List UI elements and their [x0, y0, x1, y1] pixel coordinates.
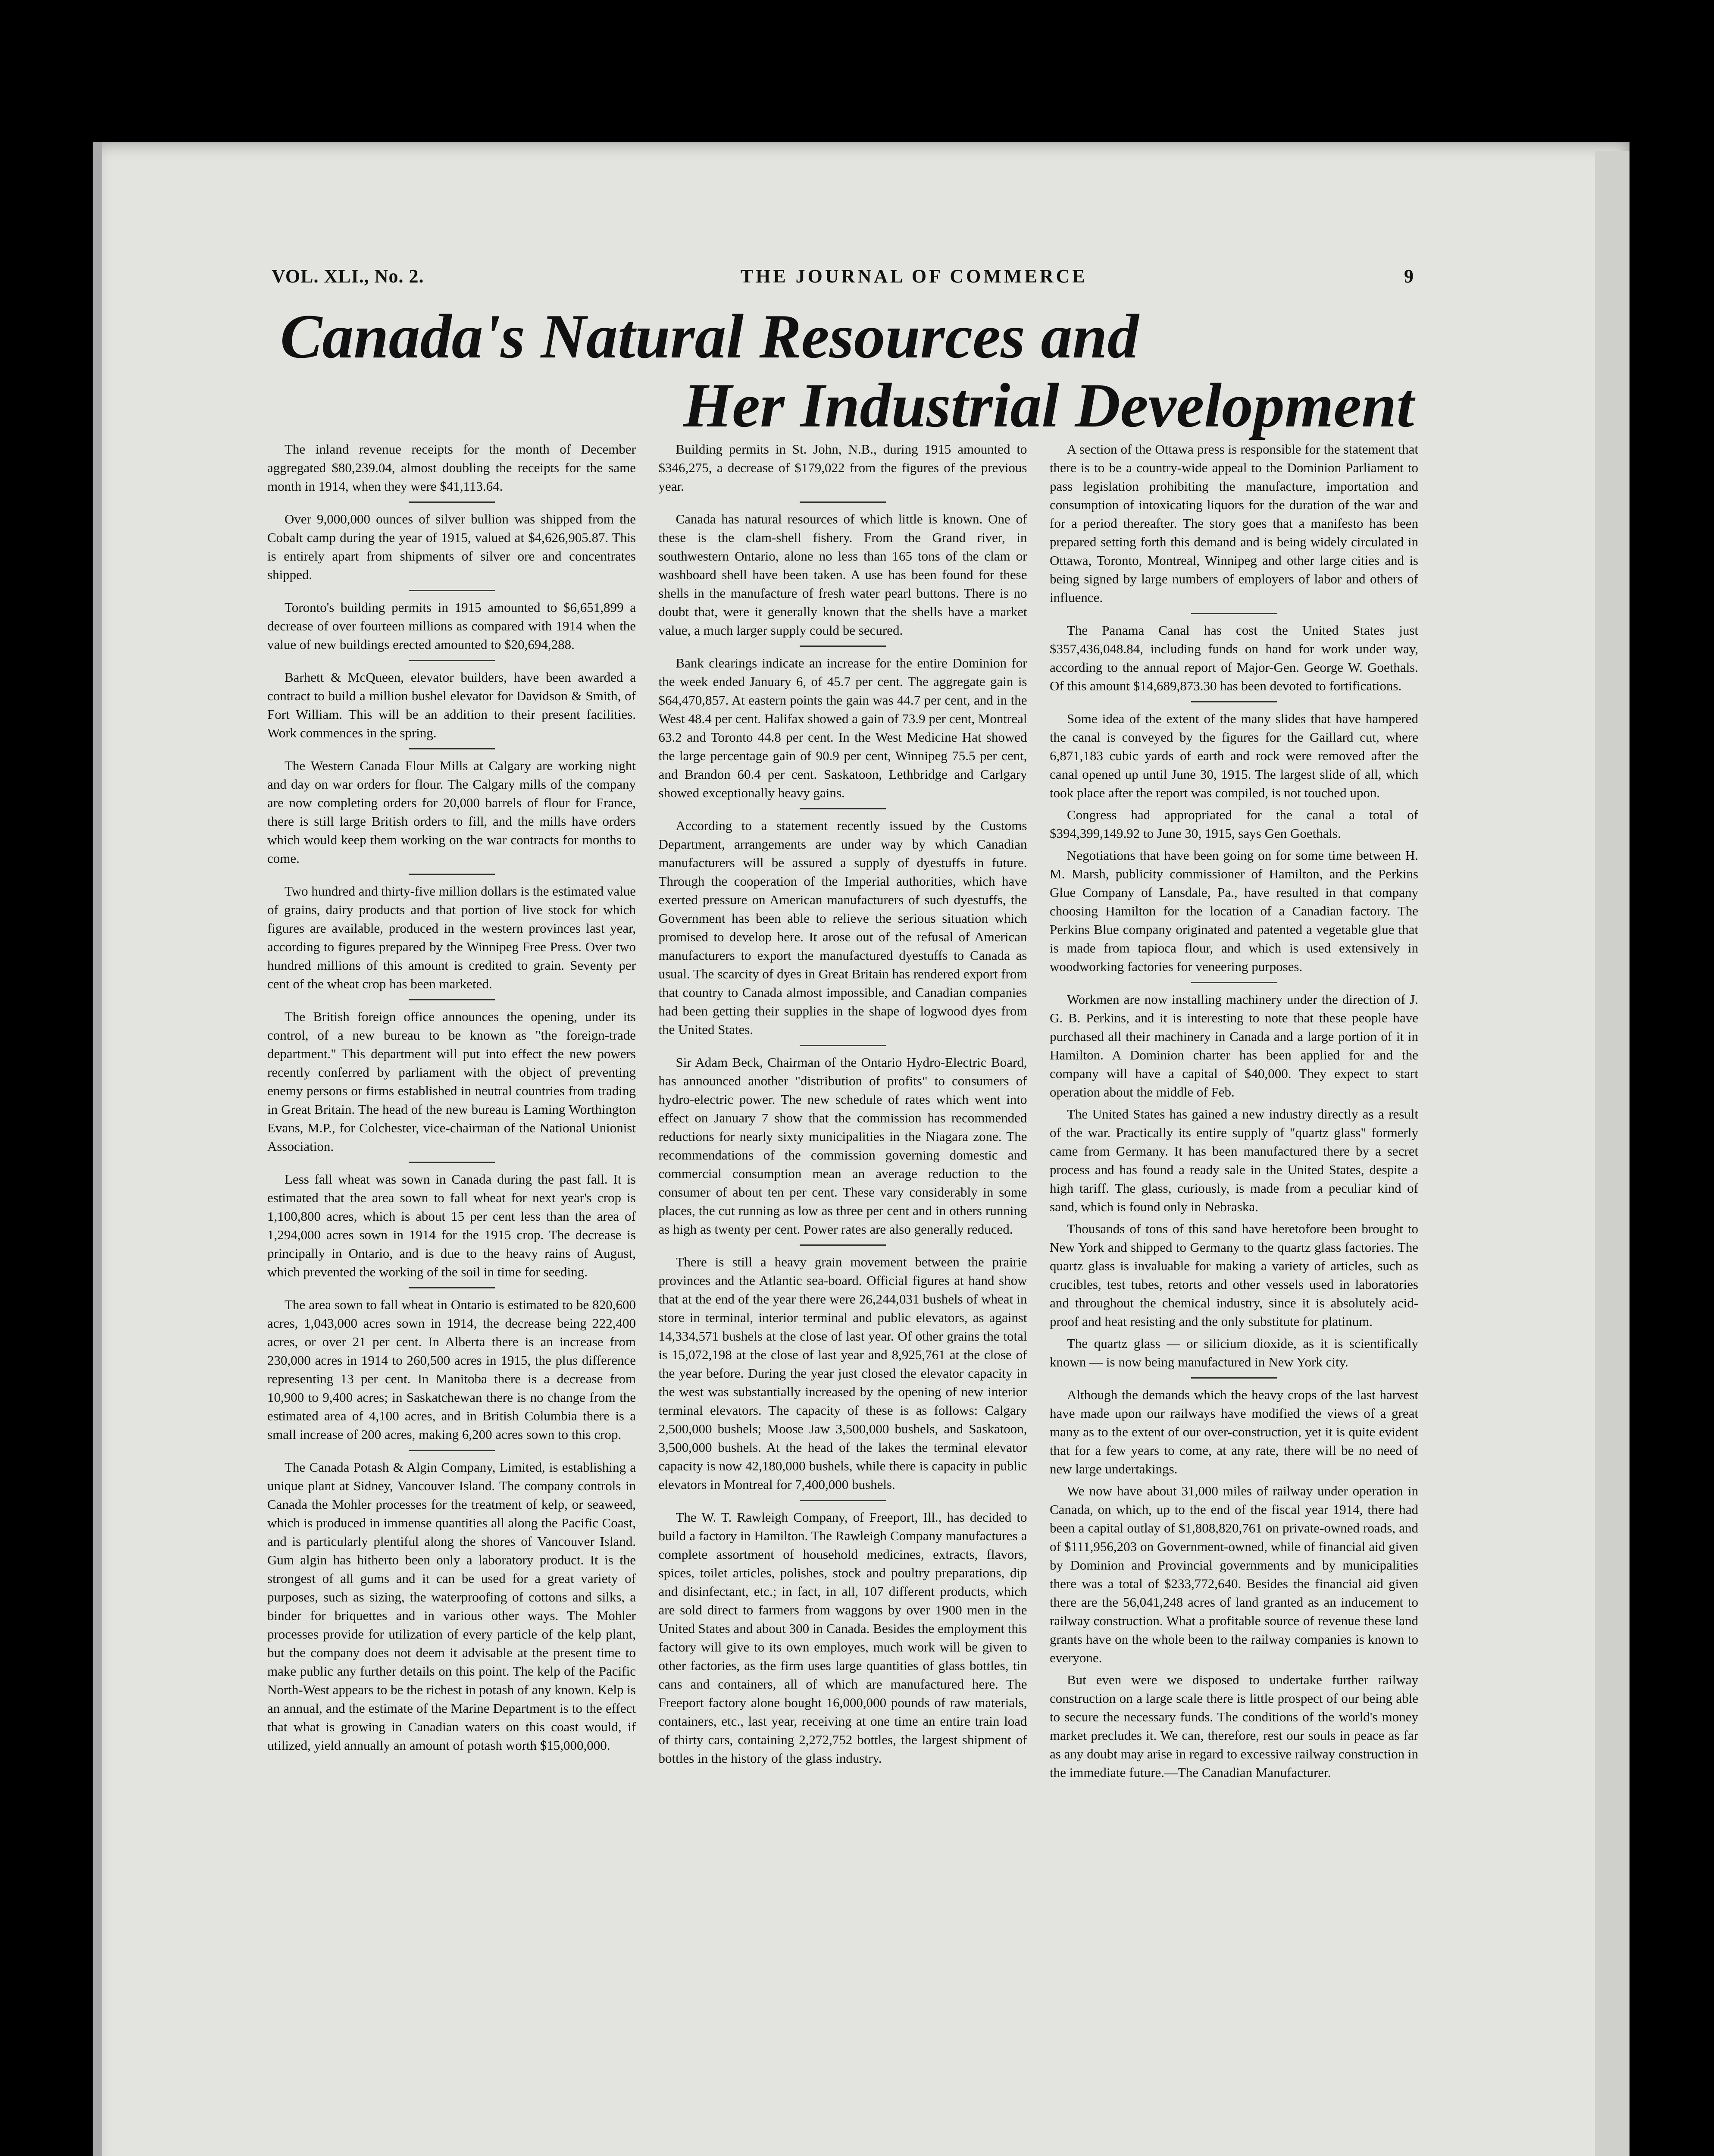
item-separator-rule	[800, 1045, 886, 1046]
column-1	[267, 440, 636, 2070]
news-paragraph: Bank clearings indicate an increase for the entire Dominion for the week ended January 6, of 45.7 per cent. The aggregate gain is $64,470,857. At eastern points the gain was 44.7 per cent, and in the West 48.4 per cent. Halifax showed a gain of 73.9 per cent, Montreal 63.2 and Toronto 44.8 per cent. In the West Medicine Hat showed the large percentage gain of 90.9 per cent, Winnipeg 75.5 per cent, and Brandon 60.4 per cent. Saskatoon, Lethbridge and Carlgary showed exceptionally heavy gains.	[658, 655, 1027, 800]
item-separator-rule	[409, 748, 495, 749]
news-paragraph: Canada has natural resources of which little is known. One of these is the clam-shell fishery. From the Grand river, in southwestern Ontario, alone no less than 165 tons of the clam or washboard shell have been taken. A use has been found for these shells in the manufacture of fresh water pearl buttons. There is no doubt that, were it generally known that the shells have a market value, a much larger supply could be secured.	[658, 511, 1027, 638]
news-paragraph: Congress had appropriated for the canal a total of $394,399,149.92 to June 30, 1915, says Gen Goethals.	[1050, 807, 1418, 841]
item-separator-rule	[800, 646, 886, 647]
running-header	[272, 261, 1414, 291]
item-separator-rule	[800, 1500, 886, 1501]
news-paragraph: We now have about 31,000 miles of railway under operation in Canada, on which, up to the end of the fiscal year 1914, there had been a capital outlay of $1,808,820,761 on private-owned roads, and of $111,956,203 on Government-owned, while of financial aid given by Dominion and Provincial governments and by municipalities there was a total of $233,772,640. Besides the financial aid given there are the 56,041,248 acres of land granted as an inducement to railway construction. What a profitable source of revenue these land grants have on the whole been to the railway companies is known to everyone.	[1050, 1483, 1418, 1665]
news-paragraph: According to a statement recently issued by the Customs Department, arrangements are under way by which Canadian manufacturers will be assured a supply of dyestuffs in future. Through the cooperation of the Imperial authorities, which have exerted pressure on American manufacturers of such dyestuffs, the Government has been able to relieve the serious situation which promised to develop here. It arose out of the refusal of American manufacturers to export the manufactured dyestuffs to Canada as usual. The scarcity of dyes in Great Britain has rendered export from that country to Canada almost impossible, and Canadian companies had been getting their supplies in the shape of logwood dyes from the United States.	[658, 818, 1027, 1037]
paragraph-gap	[1050, 1101, 1418, 1105]
paragraph-gap	[1050, 1667, 1418, 1670]
news-paragraph: A section of the Ottawa press is responsible for the statement that there is to be a country-wide appeal to the Dominion Parliament to pass legislation prohibiting the manufacture, importation and consumption of intoxicating liquors for the duration of the war and for a period thereafter. The story goes that a manifesto has been prepared setting forth this demand and is being widely circulated in Ottawa, Toronto, Montreal, Winnipeg and other large cities and is being signed by large numbers of employers of labor and others of influence.	[1050, 442, 1418, 605]
paragraph-gap	[1050, 1216, 1418, 1219]
news-paragraph: Some idea of the extent of the many slides that have hampered the canal is conveyed by the figures for the Gaillard cut, where 6,871,183 cubic yards of earth and rock were removed after the canal opened up until June 30, 1915. The largest slide of all, which took place after the report was compiled, is not touched upon.	[1050, 711, 1418, 800]
news-paragraph: Thousands of tons of this sand have heretofore been brought to New York and shipped to Germany to the quartz glass factories. The quartz glass is invaluable for making a variety of articles, such as crucibles, test tubes, retorts and other vessels used in laboratories and throughout the chemical industry, since it is absolutely acid-proof and heat resisting and the only substitute for platinum.	[1050, 1221, 1418, 1329]
news-paragraph: Barhett & McQueen, elevator builders, have been awarded a contract to build a million bushel elevator for Davidson & Smith, of Fort William. This will be an addition to their present facilities. Work commences in the spring.	[267, 670, 636, 740]
volume-label: VOL. XLI., No. 2.	[272, 265, 424, 287]
column-3	[1050, 440, 1418, 2070]
news-paragraph: The United States has gained a new industry directly as a result of the war. Practically its entire supply of "quartz glass" formerly came from Germany. It has been manufactured there by a secret process and has found a ready sale in the United States, despite a high tariff. The glass, curiously, is made from a peculiar kind of sand, which is found only in Nebraska.	[1050, 1106, 1418, 1214]
item-separator-rule	[409, 1162, 495, 1163]
item-separator-rule	[800, 1244, 886, 1246]
page-number: 9	[1404, 265, 1414, 287]
item-separator-rule	[1191, 982, 1277, 983]
news-paragraph: The inland revenue receipts for the month of December aggregated $80,239.04, almost doubling the receipts for the same month in 1914, when they were $41,113.64.	[267, 442, 636, 494]
item-separator-rule	[409, 660, 495, 661]
news-paragraph: The quartz glass — or silicium dioxide, as it is scientifically known — is now being manufactured in New York city.	[1050, 1336, 1418, 1369]
paragraph-gap	[1050, 843, 1418, 846]
news-paragraph: The Panama Canal has cost the United States just $357,436,048.84, including funds on hand for work under way, according to the annual report of Major-Gen. George W. Goethals. Of this amount $14,689,873.30 has been devoted to fortifications.	[1050, 623, 1418, 693]
paragraph-gap	[1050, 1331, 1418, 1334]
item-separator-rule	[1191, 1377, 1277, 1379]
news-paragraph: Two hundred and thirty-five million dollars is the estimated value of grains, dairy products and that portion of live stock for which figures are available, produced in the western provinces last year, according to figures prepared by the Winnipeg Free Press. Over two hundred millions of this amount is credited to grain. Seventy per cent of the wheat crop has been marketed.	[267, 884, 636, 991]
page-right-edge	[1595, 151, 1630, 2156]
column-2	[659, 440, 1027, 2070]
article-columns	[267, 440, 1418, 2070]
news-paragraph: The W. T. Rawleigh Company, of Freeport, Ill., has decided to build a factory in Hamilton. The Rawleigh Company manufactures a complete assortment of household medicines, extracts, flavors, spices, toilet articles, polishes, stock and poultry preparations, dip and disinfectant, etc.; in fact, in all, 107 different products, which are sold direct to farmers from waggons by over 1900 men in the United States and about 300 in Canada. Besides the employment this factory will give to its own employes, much work will be given to other factories, as the firm uses large quantities of glass bottles, tin cans and containers, all of which are manufactured here. The Freeport factory alone bought 16,000,000 pounds of raw materials, containers, etc., last year, receiving at one time an entire train load of thirty cars, containing 2,272,752 bottles, the largest shipment of bottles in the history of the glass industry.	[658, 1510, 1027, 1766]
item-separator-rule	[1191, 701, 1277, 702]
item-separator-rule	[409, 999, 495, 1000]
news-paragraph: But even were we disposed to undertake further railway construction on a large scale there is little prospect of our being able to secure the necessary funds. The conditions of the world's money market precludes it. We can, therefore, rest our souls in peace as far as any doubt may arise in regard to excessive railway construction in the immediate future.—The Canadian Manufacturer.	[1050, 1672, 1418, 1780]
headline-line-2: Her Industrial Development	[683, 370, 1414, 440]
news-paragraph: Less fall wheat was sown in Canada during the past fall. It is estimated that the area sown to fall wheat for next year's crop is 1,100,800 acres, which is about 15 per cent less than the area of 1,294,000 acres sown in 1914 for the 1915 crop. The decrease is principally in Ontario, and is due to the heavy rains of August, which prevented the working of the soil in time for seeding.	[267, 1172, 636, 1279]
news-paragraph: There is still a heavy grain movement between the prairie provinces and the Atlantic sea-board. Official figures at hand show that at the end of the year there were 26,244,031 bushels of wheat in store in terminal, interior terminal and public elevators, as against 14,334,571 bushels at the close of last year. Of other grains the total is 15,072,198 at the close of last year and 8,925,761 at the close of the year before. During the year just closed the elevator capacity in the west was substantially increased by the opening of new interior terminal elevators. The capacity of these is as follows: Calgary 2,500,000 bushels; Moose Jaw 3,500,000 bushels, and Saskatoon, 3,500,000 bushels. At the head of the lakes the terminal elevator capacity is now 42,180,000 bushels, while there is capacity in public elevators in Montreal for 7,400,000 bushels.	[658, 1254, 1027, 1492]
item-separator-rule	[409, 501, 495, 503]
news-paragraph: Workmen are now installing machinery under the direction of J. G. B. Perkins, and it is interesting to note that these people have purchased all their machinery in Canada and a large portion of it in Hamilton. A Dominion charter has been applied for and the company will have a capital of $40,000. They expect to start operation about the middle of Feb.	[1050, 992, 1418, 1100]
item-separator-rule	[409, 1450, 495, 1451]
news-paragraph: The British foreign office announces the opening, under its control, of a new bureau to be known as "the foreign-trade department." This department will put into effect the new powers recently conferred by parliament with the object of preventing enemy persons or firms established in neutral countries from trading in Great Britain. The head of the new bureau is Laming Worthington Evans, M.P., for Colchester, vice-chairman of the National Unionist Association.	[267, 1009, 636, 1154]
paragraph-gap	[1050, 1478, 1418, 1482]
news-paragraph: The Canada Potash & Algin Company, Limited, is establishing a unique plant at Sidney, Vancouver Island. The company controls in Canada the Mohler processes for the treatment of kelp, or seaweed, which is produced in immense quantities all along the Pacific Coast, and is particularly plentiful along the shores of Vancouver Island. Gum algin has hitherto been only a laboratory product. It is the strongest of all gums and it can be used for a great variety of purposes, such as sizing, the waterproofing of cottons and silks, a binder for briquettes and in various other ways. The Mohler processes provide for utilization of every particle of the kelp plant, but the company does not deem it advisable at the present time to make public any further details on this point. The kelp of the Pacific North-West appears to be the richest in potash of any known. Kelp is an annual, and the estimate of the Marine Department is to the effect that what is growing in Canadian waters on this coast would, if utilized, yield annually an amount of potash worth $15,000,000.	[267, 1460, 636, 1753]
news-paragraph: Building permits in St. John, N.B., during 1915 amounted to $346,275, a decrease of $179,022 from the figures of the previous year.	[658, 442, 1027, 494]
item-separator-rule	[800, 808, 886, 809]
news-paragraph: Over 9,000,000 ounces of silver bullion was shipped from the Cobalt camp during the year of 1915, valued at $4,626,905.87. This is entirely apart from shipments of silver ore and concentrates shipped.	[267, 511, 636, 582]
news-paragraph: The area sown to fall wheat in Ontario is estimated to be 820,600 acres, 1,043,000 acres sown in 1914, the decrease being 222,400 acres, or over 21 per cent. In Alberta there is an increase from 230,000 acres in 1914 to 260,500 acres in 1915, the plus difference representing 13 per cent. In Manitoba there is a decrease from 10,900 to 9,400 acres; in Saskatchewan there is no change from the estimated area of 4,100 acres, and in British Columbia there is a small increase of 200 acres, making 6,200 acres sown to this crop.	[267, 1297, 636, 1442]
news-paragraph: Although the demands which the heavy crops of the last harvest have made upon our railways have modified the views of a great many as to the extent of our over-construction, yet it is quite evident that for a few years to come, at any rate, there will be no need of new large undertakings.	[1050, 1387, 1418, 1476]
paragraph-gap	[1050, 802, 1418, 805]
publication-title: THE JOURNAL OF COMMERCE	[740, 265, 1088, 287]
item-separator-rule	[1191, 613, 1277, 614]
item-separator-rule	[409, 1287, 495, 1288]
item-separator-rule	[409, 590, 495, 591]
item-separator-rule	[409, 874, 495, 875]
news-paragraph: Sir Adam Beck, Chairman of the Ontario Hydro-Electric Board, has announced another "distribution of profits" to consumers of hydro-electric power. The new schedule of rates which went into effect on January 7 show that the commission has recommended reductions for nearly sixty municipalities in the Niagara zone. The recommendations of the commission governing domestic and commercial consumption mean an average reduction to the consumer of about ten per cent. These vary considerably in some places, the cut running as low as three per cent and in others running as high as twenty per cent. Power rates are also generally reduced.	[658, 1055, 1027, 1237]
page-binding-edge	[93, 142, 102, 2156]
item-separator-rule	[800, 501, 886, 503]
news-paragraph: Toronto's building permits in 1915 amounted to $6,651,899 a decrease of over fourteen millions as compared with 1914 when the value of new buildings erected amounted to $20,694,288.	[267, 600, 636, 652]
news-paragraph: The Western Canada Flour Mills at Calgary are working night and day on war orders for flour. The Calgary mills of the company are now completing orders for 20,000 barrels of flour for France, there is still large British orders to fill, and the mills have orders which would keep them working on the war contracts for months to come.	[267, 758, 636, 866]
headline-line-1: Canada's Natural Resources and	[280, 301, 1139, 371]
news-paragraph: Negotiations that have been going on for some time between H. M. Marsh, publicity commissioner of Hamilton, and the Perkins Glue Company of Lansdale, Pa., have resulted in that company choosing Hamilton for the location of a Canadian factory. The Perkins Blue company originated and patented a vegetable glue that is made from tapioca flour, and which is used extensively in woodworking factories for veneering purposes.	[1050, 848, 1418, 974]
article-headline	[272, 302, 1414, 440]
